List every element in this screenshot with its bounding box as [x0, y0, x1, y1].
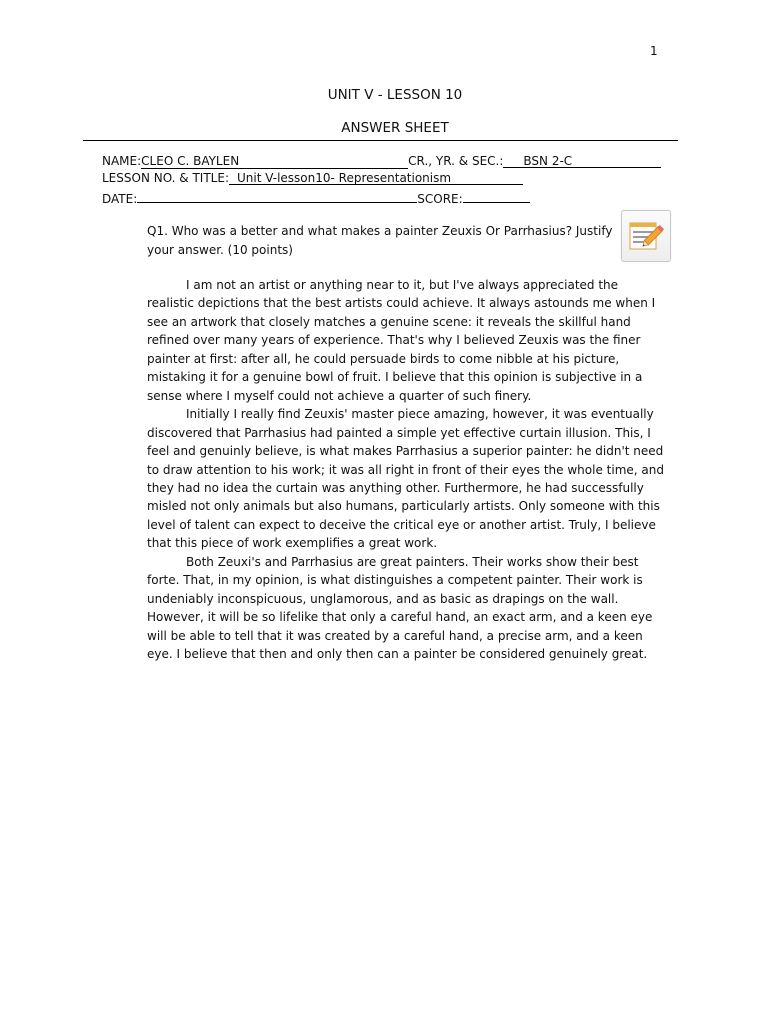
lesson-field[interactable]: Unit V-lesson10- Representationism	[229, 172, 523, 185]
name-row	[102, 154, 661, 169]
score-label: SCORE:	[417, 192, 463, 206]
answer-paragraph: I am not an artist or anything near to it, but I've always appreciated the realistic depictions that the best artists could achieve. It always astounds me when I see an artwork that closely matches a genuine scene: it reveals the skillful hand refined over many years of experience. That's why I believed Zeuxis was the finer painter at first: after all, he could persuade birds to come nibble at his picture, mistaking it for a genuine bowl of fruit. I believe that this opinion is subjective in a sense where I myself could not achieve a quarter of such finery.	[147, 278, 656, 403]
score-field[interactable]	[463, 189, 530, 203]
date-score-row	[102, 189, 530, 206]
lesson-row	[102, 171, 523, 185]
answer-paragraph: Both Zeuxi's and Parrhasius are great painters. Their works show their best forte. That, in my opinion, is what distinguishes a competent painter. Their work is undeniably inconspicuous, unglamorous, and as basic as drapings on the wall. However, it will be so lifelike that only a careful hand, an exact arm, and a keen eye will be able to tell that it was created by a careful hand, a precise arm, and a keen eye. I believe that then and only then can a painter be considered genuinely great.	[147, 554, 653, 662]
section-label: CR., YR. & SEC.:	[408, 154, 504, 168]
title-divider	[83, 140, 678, 141]
answer-sheet-title: ANSWER SHEET	[341, 120, 449, 136]
page-number: 1	[650, 44, 658, 58]
date-field[interactable]	[137, 189, 417, 203]
answer-body	[147, 276, 667, 664]
question-text: Q1. Who was a better and what makes a painter Zeuxis Or Parrhasius? Justify your answer. (10 points)	[147, 224, 613, 257]
lesson-label: LESSON NO. & TITLE:	[102, 171, 229, 185]
name-field[interactable]: CLEO C. BAYLEN	[141, 155, 408, 169]
name-label: NAME:	[102, 154, 142, 168]
date-label: DATE:	[102, 192, 138, 206]
note-pencil-icon	[621, 210, 671, 262]
section-field[interactable]: BSN 2-C	[503, 155, 661, 168]
unit-title: UNIT V - LESSON 10	[327, 87, 463, 103]
answer-paragraph: Initially I really find Zeuxis' master piece amazing, however, it was eventually discovered that Parrhasius had painted a simple yet effective curtain illusion. This, I feel and genuinly believe, is what makes Parrhasius a superior painter: he didn't need to draw attention to his work; it was all right in front of their eyes the whole time, and they had no idea the curtain was anything other. Furthermore, he had successfully misled not only animals but also humans, particularly artists. Only someone with this level of talent can expect to deceive the critical eye or another artist. Truly, I believe that this piece of work exemplifies a great work.	[147, 407, 664, 551]
